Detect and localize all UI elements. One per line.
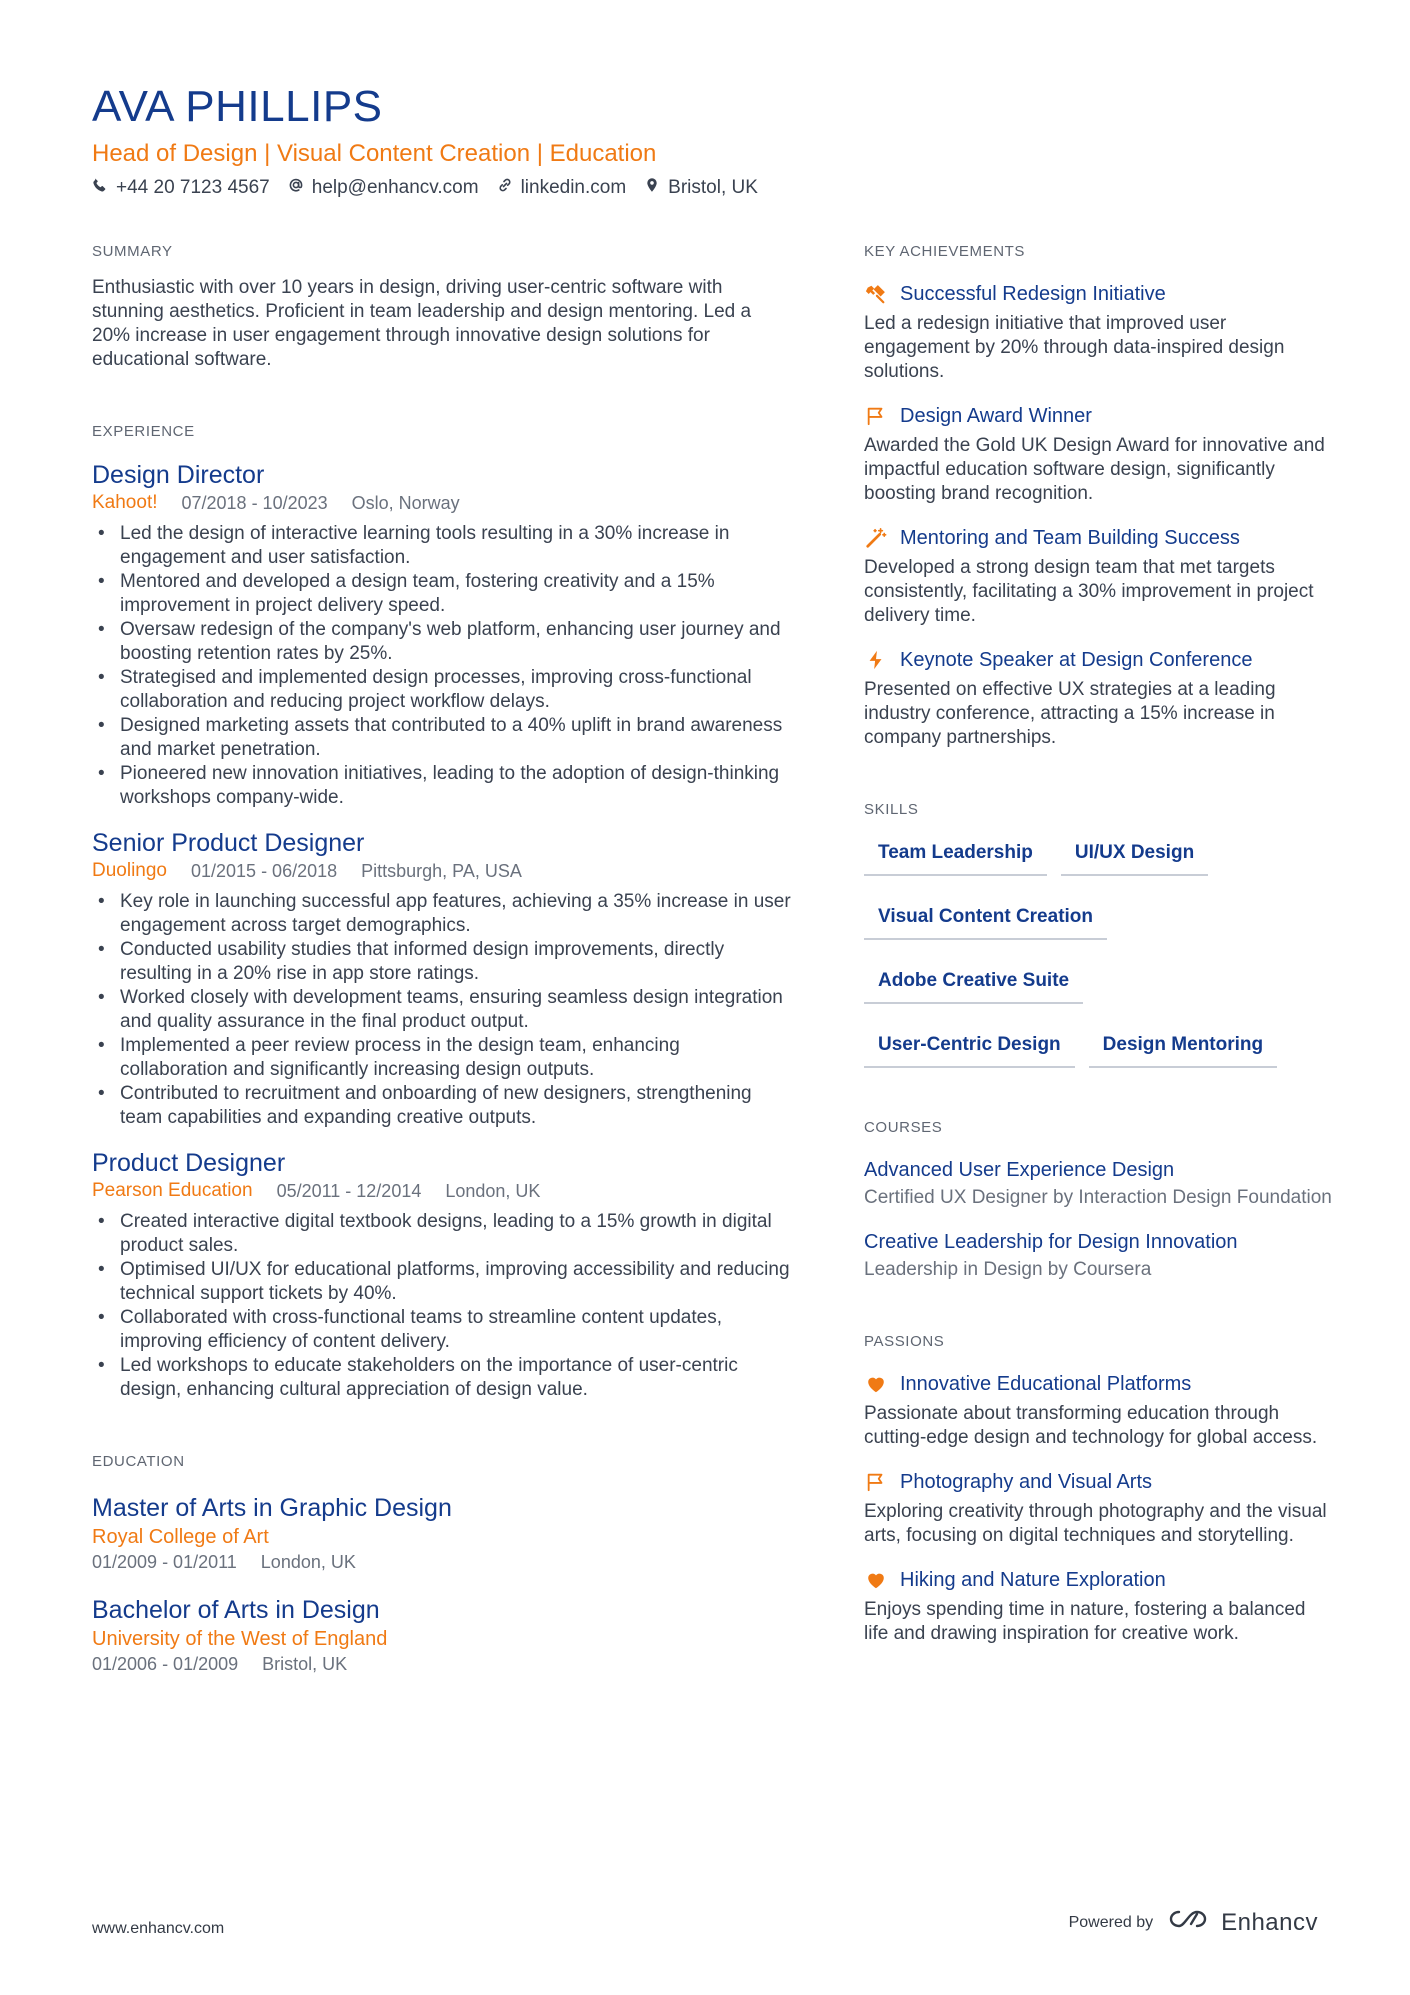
summary-text: Enthusiastic with over 10 years in design, driving user-centric software with stunning aesthetics. Proficient in team leadership and design mentoring. Led a 20% increase in user engagement through innovative design solutions for educational software.: [92, 277, 752, 370]
flag-icon: [864, 404, 888, 428]
achievement-item: [864, 402, 1334, 506]
job-bullet: • Oversaw redesign of the company's web platform, enhancing user journey and boosting retention rates by 25%.: [92, 618, 792, 666]
phone-number: +44 20 7123 4567: [116, 177, 270, 198]
job-bullet: • Optimised UI/UX for educational platforms, improving accessibility and reducing technical support tickets by 40%.: [92, 1258, 792, 1306]
job-location: Oslo, Norway: [351, 493, 460, 513]
achievement-title: Successful Redesign Initiative: [900, 283, 1166, 305]
section-title-summary: SUMMARY: [92, 243, 173, 260]
job-meta: [92, 1178, 792, 1204]
achievement-item: [864, 646, 1334, 750]
job-bullet: • Collaborated with cross-functional teams to streamline content updates, improving efficiency of content delivery.: [92, 1306, 792, 1354]
contact-location: [644, 174, 758, 202]
candidate-name: AVA PHILLIPS: [92, 82, 383, 131]
course-title: Creative Leadership for Design Innovation: [864, 1231, 1238, 1253]
contact-linkedin[interactable]: [497, 174, 627, 202]
contact-phone: [92, 174, 270, 202]
skill-tag: User-Centric Design: [864, 1028, 1075, 1068]
candidate-headline: Head of Design | Visual Content Creation | Education: [92, 140, 657, 167]
course-title: Advanced User Experience Design: [864, 1159, 1175, 1181]
achievement-description: Presented on effective UX strategies at a leading industry conference, attracting a 15% increase in company partnerships.: [864, 679, 1276, 748]
degree-title: Master of Arts in Graphic Design: [92, 1494, 452, 1522]
company-name: Pearson Education: [92, 1180, 253, 1201]
tools-icon: [864, 282, 888, 306]
education-section: [92, 1452, 792, 1676]
job-dates: 01/2015 - 06/2018: [191, 861, 338, 881]
course-provider: Certified UX Designer by Interaction Design Foundation: [864, 1187, 1332, 1208]
job-bullets: [92, 522, 792, 810]
experience-item: [92, 1148, 792, 1402]
job-bullet: • Worked closely with development teams, ensuring seamless design integration and quality assurance in the final product output.: [92, 986, 792, 1034]
achievement-header: [864, 524, 1334, 552]
powered-by-label: Powered by: [1068, 1913, 1154, 1931]
left-column: [92, 242, 792, 1676]
job-location: London, UK: [445, 1181, 541, 1201]
heart-icon: [864, 1372, 888, 1396]
school-name: University of the West of England: [92, 1628, 388, 1650]
passion-description: Passionate about transforming education through cutting-edge design and technology for global access.: [864, 1403, 1318, 1448]
passion-title: Hiking and Nature Exploration: [900, 1569, 1166, 1591]
company-name: Duolingo: [92, 860, 167, 881]
passion-title: Photography and Visual Arts: [900, 1471, 1153, 1493]
passions-section: [864, 1332, 1334, 1646]
education-dates: 01/2006 - 01/2009: [92, 1654, 239, 1674]
passion-header: [864, 1566, 1334, 1594]
job-bullet: • Designed marketing assets that contributed to a 40% uplift in brand awareness and market penetration.: [92, 714, 792, 762]
degree-title: Bachelor of Arts in Design: [92, 1596, 380, 1624]
course-item: [864, 1156, 1334, 1210]
section-title-passions: PASSIONS: [864, 1333, 945, 1350]
link-icon: [497, 174, 513, 202]
education-location: London, UK: [260, 1552, 356, 1572]
brand-name: Enhancv: [1221, 1908, 1318, 1936]
education-item: [92, 1492, 792, 1574]
company-name: Kahoot!: [92, 492, 158, 513]
job-dates: 07/2018 - 10/2023: [181, 493, 328, 513]
passion-item: [864, 1370, 1334, 1450]
job-bullet: • Contributed to recruitment and onboarding of new designers, strengthening team capabilities and expanding creative outputs.: [92, 1082, 792, 1130]
achievement-description: Developed a strong design team that met targets consistently, facilitating a 30% improvement in project delivery time.: [864, 557, 1314, 626]
job-meta: [92, 858, 792, 884]
passion-header: [864, 1468, 1334, 1496]
school-name: Royal College of Art: [92, 1526, 269, 1548]
achievement-item: [864, 280, 1334, 384]
resume-header: [92, 82, 1332, 202]
skills-section: [864, 800, 1334, 1068]
job-title: Product Designer: [92, 1149, 286, 1177]
section-title-achievements: KEY ACHIEVEMENTS: [864, 243, 1026, 260]
course-provider: Leadership in Design by Coursera: [864, 1259, 1152, 1280]
job-bullet: • Implemented a peer review process in the design team, enhancing collaboration and significantly increasing design outputs.: [92, 1034, 792, 1082]
passion-description: Enjoys spending time in nature, fostering a balanced life and drawing inspiration for creative work.: [864, 1599, 1306, 1644]
summary-section: [92, 242, 792, 372]
lightning-icon: [864, 648, 888, 672]
location-text: Bristol, UK: [668, 177, 758, 198]
job-bullet: • Mentored and developed a design team, fostering creativity and a 15% improvement in project delivery speed.: [92, 570, 792, 618]
experience-item: [92, 828, 792, 1130]
contact-list: [92, 174, 1332, 202]
education-item: [92, 1594, 792, 1676]
passion-description: Exploring creativity through photography and the visual arts, focusing on digital techniques and storytelling.: [864, 1501, 1327, 1546]
job-dates: 05/2011 - 12/2014: [276, 1181, 422, 1201]
location-pin-icon: [644, 174, 660, 202]
section-title-skills: SKILLS: [864, 801, 919, 818]
section-title-experience: EXPERIENCE: [92, 423, 195, 440]
job-bullets: [92, 890, 792, 1130]
job-bullet: • Led workshops to educate stakeholders on the importance of user-centric design, enhancing cultural appreciation of design value.: [92, 1354, 792, 1402]
achievements-section: [864, 242, 1334, 750]
passion-header: [864, 1370, 1334, 1398]
magic-wand-icon: [864, 526, 888, 550]
job-bullet: • Key role in launching successful app features, achieving a 35% increase in user engagement across target demographics.: [92, 890, 792, 938]
skill-tag: Adobe Creative Suite: [864, 964, 1083, 1004]
achievement-header: [864, 402, 1334, 430]
achievement-description: Led a redesign initiative that improved user engagement by 20% through data-inspired design solutions.: [864, 313, 1285, 382]
achievement-title: Design Award Winner: [900, 405, 1092, 427]
education-dates: 01/2009 - 01/2011: [92, 1552, 237, 1572]
achievement-header: [864, 280, 1334, 308]
achievement-title: Mentoring and Team Building Success: [900, 527, 1240, 549]
job-bullet: • Conducted usability studies that informed design improvements, directly resulting in a 20% rise in app store ratings.: [92, 938, 792, 986]
passion-item: [864, 1468, 1334, 1548]
passion-title: Innovative Educational Platforms: [900, 1373, 1192, 1395]
footer-website[interactable]: www.enhancv.com: [92, 1920, 225, 1937]
course-item: [864, 1228, 1334, 1282]
job-bullet: • Strategised and implemented design processes, improving cross-functional collaboration and reducing project workflow delays.: [92, 666, 792, 714]
infinity-logo-icon: [1167, 1908, 1213, 1937]
flag-icon: [864, 1470, 888, 1494]
job-bullets: [92, 1210, 792, 1402]
email-address[interactable]: help@enhancv.com: [311, 177, 479, 198]
courses-section: [864, 1118, 1334, 1282]
contact-email[interactable]: [288, 174, 479, 202]
job-meta: [92, 490, 792, 516]
achievement-title: Keynote Speaker at Design Conference: [900, 649, 1253, 671]
passion-item: [864, 1566, 1334, 1646]
enhancv-logo[interactable]: [1167, 1908, 1318, 1937]
heart-icon: [864, 1568, 888, 1592]
skill-tag: Visual Content Creation: [864, 900, 1107, 940]
section-title-education: EDUCATION: [92, 1453, 185, 1470]
job-bullet: • Created interactive digital textbook designs, leading to a 15% growth in digital product sales.: [92, 1210, 792, 1258]
job-title: Senior Product Designer: [92, 829, 365, 857]
linkedin-url[interactable]: linkedin.com: [520, 177, 627, 198]
skill-tag: UI/UX Design: [1061, 836, 1208, 876]
education-meta: [92, 1652, 792, 1676]
achievement-description: Awarded the Gold UK Design Award for innovative and impactful education software design, significantly boosting brand recognition.: [864, 435, 1325, 504]
job-title: Design Director: [92, 461, 265, 489]
education-meta: [92, 1550, 792, 1574]
achievement-header: [864, 646, 1334, 674]
job-bullet: • Pioneered new innovation initiatives, leading to the adoption of design-thinking workshops company-wide.: [92, 762, 792, 810]
experience-section: [92, 422, 792, 1402]
job-bullet: • Led the design of interactive learning tools resulting in a 30% increase in engagement and user satisfaction.: [92, 522, 792, 570]
education-location: Bristol, UK: [262, 1654, 348, 1674]
right-column: [864, 242, 1334, 1646]
achievement-item: [864, 524, 1334, 628]
skills-list: [864, 836, 1334, 1068]
skill-tag: Team Leadership: [864, 836, 1047, 876]
phone-icon: [92, 174, 108, 202]
skill-tag: Design Mentoring: [1089, 1028, 1277, 1068]
at-icon: [288, 174, 304, 202]
section-title-courses: COURSES: [864, 1119, 943, 1136]
job-location: Pittsburgh, PA, USA: [361, 861, 522, 881]
experience-item: [92, 460, 792, 810]
footer-branding: [1069, 1908, 1318, 1937]
